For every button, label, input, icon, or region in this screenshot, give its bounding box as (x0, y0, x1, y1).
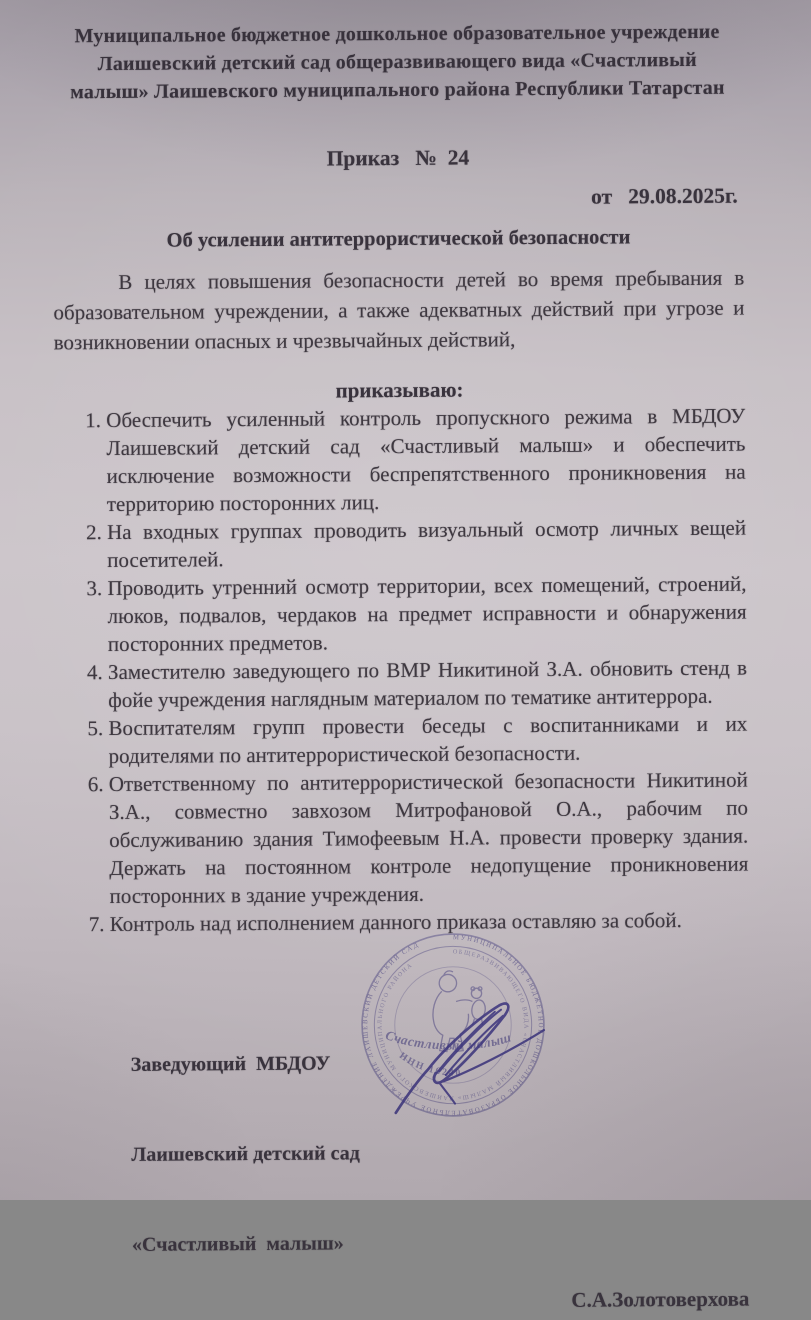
signature-name: С.А.Золотоверхова (571, 1286, 750, 1312)
order-item-3: 3. Проводить утренний осмотр территории, всех помещений, строений, люков, подвалов, чердаков на предмет исправности и обнаружения посторонних предметов. (107, 570, 747, 658)
signature-position-line-2: Лаишевский детский сад (131, 1142, 360, 1166)
signature-position-line-3: «Счастливый малыш» (131, 1232, 344, 1256)
decree-word: приказываю: (335, 377, 464, 403)
org-header-line-1: Муниципальное бюджетное дошкольное образовательное учреждение (74, 20, 720, 48)
document-content (51, 0, 751, 1320)
order-item-1: 1. Обеспечить усиленный контроль пропускного режима в МБДОУ Лаишевский детский сад «Счастливый малыш» и обеспечить исключение возможности беспрепятственного проникновения на территорию посторонних лиц. (106, 402, 746, 518)
order-item-2: 2. На входных группах проводить визуальный осмотр личных вещей посетителей. (107, 514, 746, 574)
order-item-5: 5. Воспитателям групп провести беседы с воспитанниками и их родителями по антитеррористической безопасности. (108, 710, 747, 770)
org-header-line-3: малыш» Лаишевского муниципального района Республики Татарстан (70, 76, 725, 104)
stamp-ring-outer-text: МУНИЦИПАЛЬНОЕ БЮДЖЕТНОЕ ДОШКОЛЬНОЕ ОБРАЗОВАТЕЛЬНОЕ УЧРЕЖДЕНИЕ ЛАИШЕВСКИЙ ДЕТСКИЙ САД (362, 934, 544, 1116)
order-date: от 29.08.2025г. (590, 183, 738, 209)
org-header-line-2: Лаишевский детский сад общеразвивающего вида «Счастливый (97, 48, 697, 76)
stamp-center-name: Счастливый малыш (383, 1027, 514, 1053)
signature-position-block (130, 988, 361, 1320)
order-title: Приказ № 24 (326, 145, 470, 171)
signature-position-line-1: Заведующий МБДОУ (130, 1052, 331, 1076)
stamp-inn-text: ИНН 16240 (396, 1050, 463, 1079)
order-item-7: 7. Контроль над исполнением данного приказа оставляю за собой. (110, 906, 749, 938)
order-item-6: 6. Ответственному по антитеррористической безопасности Никитиной З.А., совместно завхозом Митрофановой О.А., рабочим по обслуживанию здания Тимофеевым Н.А. провести проверку здания. Держать на постоянном контроле недопущение проникновения посторонних в здание учреждения. (109, 766, 749, 910)
order-items-list (54, 402, 749, 939)
stamp-ring-inner-text: ОБЩЕРАЗВИВАЮЩЕГО ВИДА «СЧАСТЛИВЫЙ МАЛЫШ» ЛАИШЕВСКОГО МУНИЦИПАЛЬНОГО РАЙОНА (377, 949, 529, 1101)
order-item-4: 4. Заместителю заведующего по ВМР Никитиной З.А. обновить стенд в фойе учреждения наглядным материалом по тематике антитеррора. (108, 654, 747, 714)
intro-paragraph: В целях повышения безопасности детей во время пребывания в образовательном учреждении, а также адекватных действий при угрозе и возникновении опасных и чрезвычайных действий, (53, 265, 745, 355)
signature-row (58, 986, 751, 1320)
organization-header (51, 18, 743, 107)
order-subject: Об усилении антитеррористической безопасности (166, 226, 631, 252)
